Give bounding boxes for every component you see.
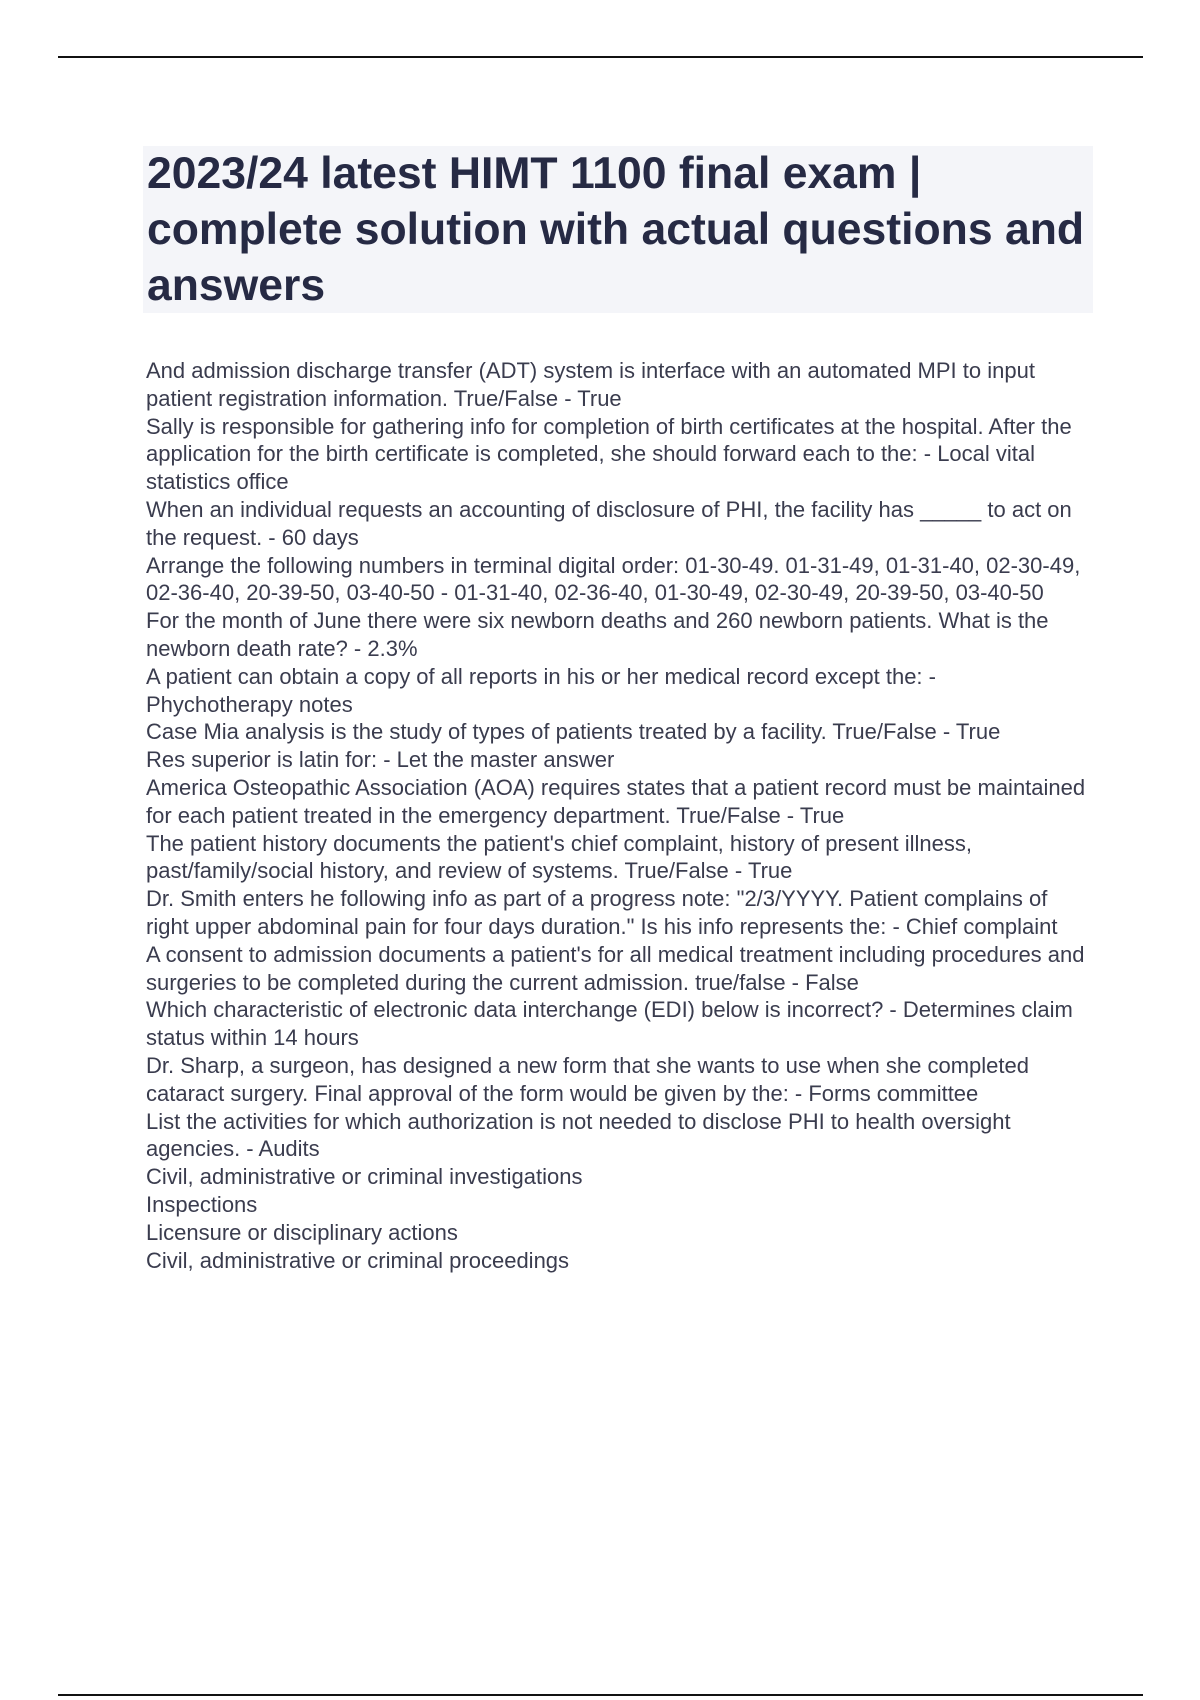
top-rule <box>58 56 1143 58</box>
qa-entry: List the activities for which authorization is not needed to disclose PHI to health oversight agencies. - Audits <box>146 1108 1011 1162</box>
qa-entry: And admission discharge transfer (ADT) system is interface with an automated MPI to input patient registration information. True/False - True <box>146 358 1035 411</box>
qa-entry: Arrange the following numbers in terminal digital order: 01-30-49. 01-31-49, 01-31-40, 02-30-49, 02-36-40, 20-39-50, 03-40-50 - 01-31-40, 02-36-40, 01-30-49, 02-30-49, 20-39-50, 03-40-50 <box>146 552 1081 606</box>
document-title: 2023/24 latest HIMT 1100 final exam | complete solution with actual questions and answers <box>147 149 1085 310</box>
qa-entry: Dr. Sharp, a surgeon, has designed a new form that she wants to use when she completed cataract surgery. Final approval of the form would be given by the: - Forms committee <box>146 1052 1029 1106</box>
qa-entry: Civil, administrative or criminal proceedings <box>146 1247 570 1273</box>
qa-entry: Licensure or disciplinary actions <box>146 1219 458 1245</box>
qa-entry: Which characteristic of electronic data interchange (EDI) below is incorrect? - Determines claim status within 14 hours <box>146 997 1073 1051</box>
qa-entry: Res superior is latin for: - Let the master answer <box>146 747 615 773</box>
qa-entry: When an individual requests an accounting of disclosure of PHI, the facility has _____ to act on the request. - 60 days <box>146 496 1072 550</box>
bottom-rule <box>58 1694 1143 1696</box>
qa-entry: Dr. Smith enters he following info as part of a progress note: "2/3/YYYY. Patient complains of right upper abdominal pain for four days duration." Is his info represents the: - Chief complaint <box>146 886 1058 939</box>
qa-entry: For the month of June there were six newborn deaths and 260 newborn patients. What is the newborn death rate? - 2.3% <box>146 608 1049 661</box>
qa-entry: Sally is responsible for gathering info for completion of birth certificates at the hospital. After the application for the birth certificate is completed, she should forward each to the: - Local vital statistics office <box>146 413 1072 495</box>
qa-entry: America Osteopathic Association (AOA) requires states that a patient record must be maintained for each patient treated in the emergency department. True/False - True <box>146 774 1086 828</box>
qa-list <box>146 357 1086 1274</box>
qa-entry: Case Mia analysis is the study of types of patients treated by a facility. True/False - True <box>146 719 1001 745</box>
title-banner <box>143 146 1093 313</box>
qa-entry: The patient history documents the patient's chief complaint, history of present illness, past/family/social history, and review of systems. True/False - True <box>146 830 972 884</box>
qa-entry: A consent to admission documents a patient's for all medical treatment including procedures and surgeries to be completed during the current admission. true/false - False <box>146 941 1085 995</box>
qa-entry: A patient can obtain a copy of all reports in his or her medical record except the: - Phychotherapy notes <box>146 663 936 717</box>
qa-entry: Civil, administrative or criminal investigations <box>146 1164 583 1190</box>
qa-entry: Inspections <box>146 1191 258 1217</box>
